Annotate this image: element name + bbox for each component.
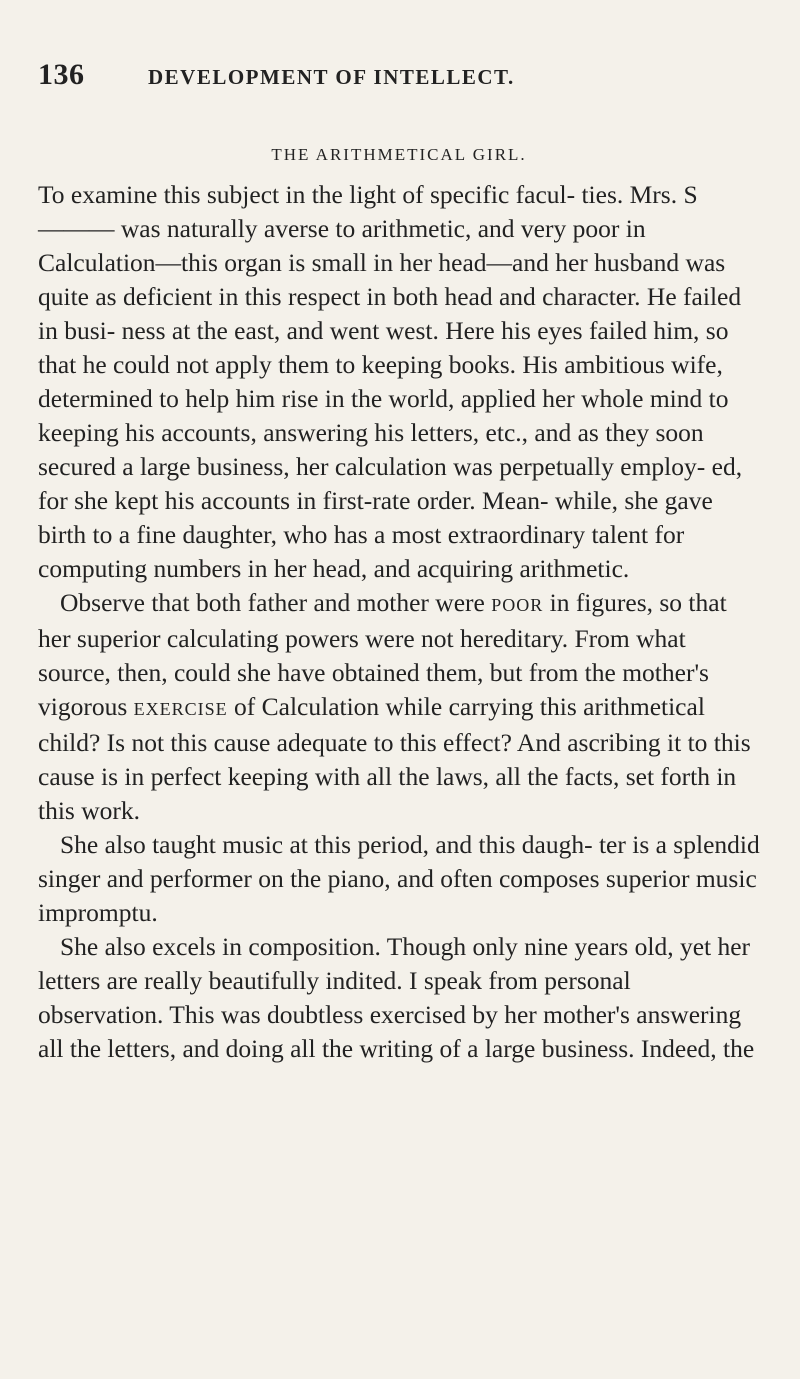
paragraph-2 [38, 586, 760, 828]
page-number: 136 [38, 58, 85, 91]
paragraph-4 [38, 930, 760, 1066]
paragraph-2-text-a: Observe that both father and mother were [60, 588, 492, 617]
running-title: DEVELOPMENT OF INTELLECT. [148, 65, 515, 89]
paragraph-4-text: She also excels in composition. Though only nine years old, yet her letters are really beautifully indited. I speak from personal observation. This was doubtless exercised by her mother's answering all the letters, and doing all the writing of a large business. Indeed, the [38, 932, 755, 1063]
running-head [38, 58, 760, 98]
body-text [38, 178, 760, 1066]
paragraph-1-text: To examine this subject in the light of specific facul- ties. Mrs. S——— was naturally averse to arithmetic, and very poor in Calculation—this organ is small in her head—and her husband was quite as deficient in this respect in both head and character. He failed in busi- ness at the east, and went west. Here his eyes failed him, so that he could not apply them to keeping books. His ambitious wife, determined to help him rise in the world, applied her whole mind to keeping his accounts, answering his letters, etc., and as they soon secured a large business, her calculation was perpetually employ- ed, for she kept his accounts in first-rate order. Mean- while, she gave birth to a fine daughter, who has a most extraordinary talent for computing numbers in her head, and acquiring arithmetic. [38, 180, 743, 583]
emphasis-poor: POOR [491, 595, 544, 615]
emphasis-exercise: EXERCISE [133, 699, 228, 719]
paragraph-3 [38, 828, 760, 930]
paragraph-2-text-c: of Calculation while carrying this arithmetical child? Is not this cause adequate to this effect? And ascribing it to this cause is in perfect keeping with all the laws, all the facts, set forth in this work. [38, 692, 751, 825]
section-heading: THE ARITHMETICAL GIRL. [271, 145, 527, 164]
paragraph-3-text: She also taught music at this period, and this daugh- ter is a splendid singer and performer on the piano, and often composes superior music impromptu. [38, 830, 760, 927]
paragraph-1 [38, 178, 760, 586]
paragraph-2-text-b: in figures, so that her superior calculating powers were not hereditary. From what source, then, could she have obtained them, but from the mother's vigorous [38, 588, 727, 721]
